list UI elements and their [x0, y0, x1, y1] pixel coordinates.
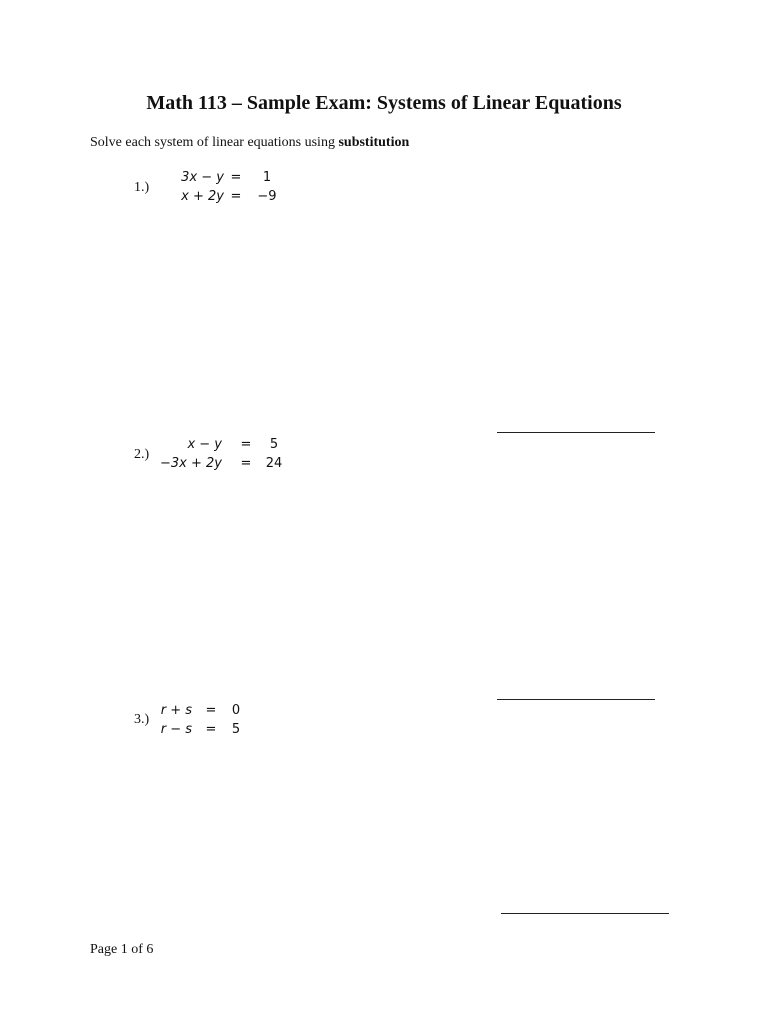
page-title: Math 113 – Sample Exam: Systems of Linear Equations: [146, 92, 622, 114]
problem-3-equation-2: [152, 722, 252, 742]
problem-1-equation-1: [152, 170, 282, 190]
problem-1-equation-2: [152, 189, 282, 209]
problem-2-answer-line[interactable]: [497, 699, 655, 700]
equation-rhs: 1: [262, 170, 272, 185]
equation-lhs: −3x + 2y: [160, 456, 222, 471]
equation-lhs: r + s: [160, 703, 192, 718]
equation-lhs: x + 2y: [181, 189, 224, 204]
equation-rhs: 5: [231, 722, 241, 737]
page-number: Page 1 of 6: [90, 942, 154, 957]
equation-lhs: r − s: [160, 722, 192, 737]
equation-sign: =: [240, 456, 252, 471]
problem-2-equation-2: [152, 456, 292, 476]
equation-rhs: −9: [257, 189, 277, 204]
problem-1-answer-line[interactable]: [497, 432, 655, 433]
problem-2-equation-1: [152, 437, 292, 457]
equation-sign: =: [205, 722, 217, 737]
instructions-text: Solve each system of linear equations using: [90, 135, 335, 150]
equation-rhs: 24: [265, 456, 283, 471]
equation-sign: =: [230, 189, 242, 204]
equation-sign: =: [240, 437, 252, 452]
equation-rhs: 0: [231, 703, 241, 718]
equation-rhs: 5: [269, 437, 279, 452]
problem-2-label: 2.): [134, 447, 150, 462]
equation-lhs: 3x − y: [181, 170, 224, 185]
problem-1-label: 1.): [134, 180, 150, 195]
problem-3-answer-line[interactable]: [501, 913, 669, 914]
equation-lhs: x − y: [187, 437, 222, 452]
instructions-emphasis: substitution: [338, 135, 410, 150]
instructions: [90, 135, 409, 151]
problem-3-label: 3.): [134, 712, 150, 727]
equation-sign: =: [205, 703, 217, 718]
equation-sign: =: [230, 170, 242, 185]
problem-3-equation-1: [152, 703, 252, 723]
